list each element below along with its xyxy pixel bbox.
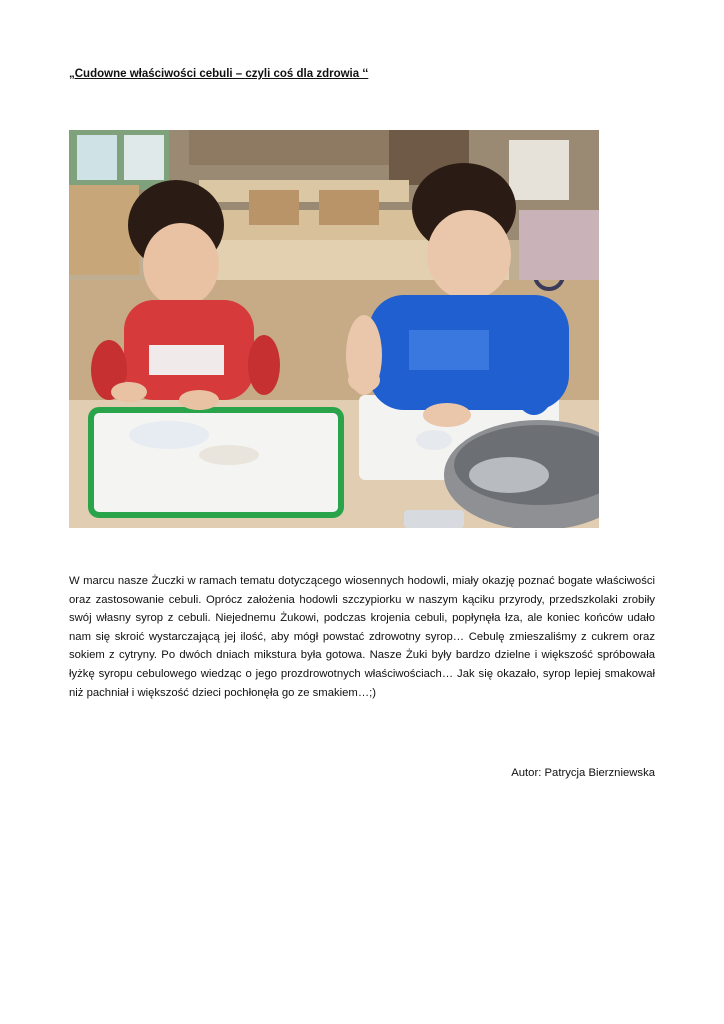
photo-illustration (69, 130, 599, 528)
document-title: „Cudowne właściwości cebuli – czyli coś dla zdrowia ‘‘ (69, 68, 369, 80)
photo-children-cutting-onions (69, 130, 599, 528)
author-line: Autor: Patrycja Bierzniewska (511, 767, 655, 779)
article-body: W marcu nasze Żuczki w ramach tematu dotyczącego wiosennych hodowli, miały okazję poznać bogate właściwości oraz zastosowanie cebuli. Oprócz założenia hodowli szczypiorku w naszym kąciku przyrody, przedszkolaki zrobiły swój własny syrop z cebuli. Niejednemu Żukowi, podczas krojenia cebuli, popłynęła łza, ale koniec końców udało nam się skroić wystarczającą jej ilość, aby mógł powstać zdrowotny syrop… Cebulę zmieszaliśmy z cukrem oraz sokiem z cytryny. Po dwóch dniach mikstura była gotowa. Nasze Żuki były bardzo dzielne i większość spróbowała łyżkę syropu cebulowego wiedząc o jego prozdrowotnych właściwościach… Jak się okazało, syrop lepiej smakował niż pachniał i większość dzieci pochłonęła go ze smakiem…;) (69, 575, 655, 699)
